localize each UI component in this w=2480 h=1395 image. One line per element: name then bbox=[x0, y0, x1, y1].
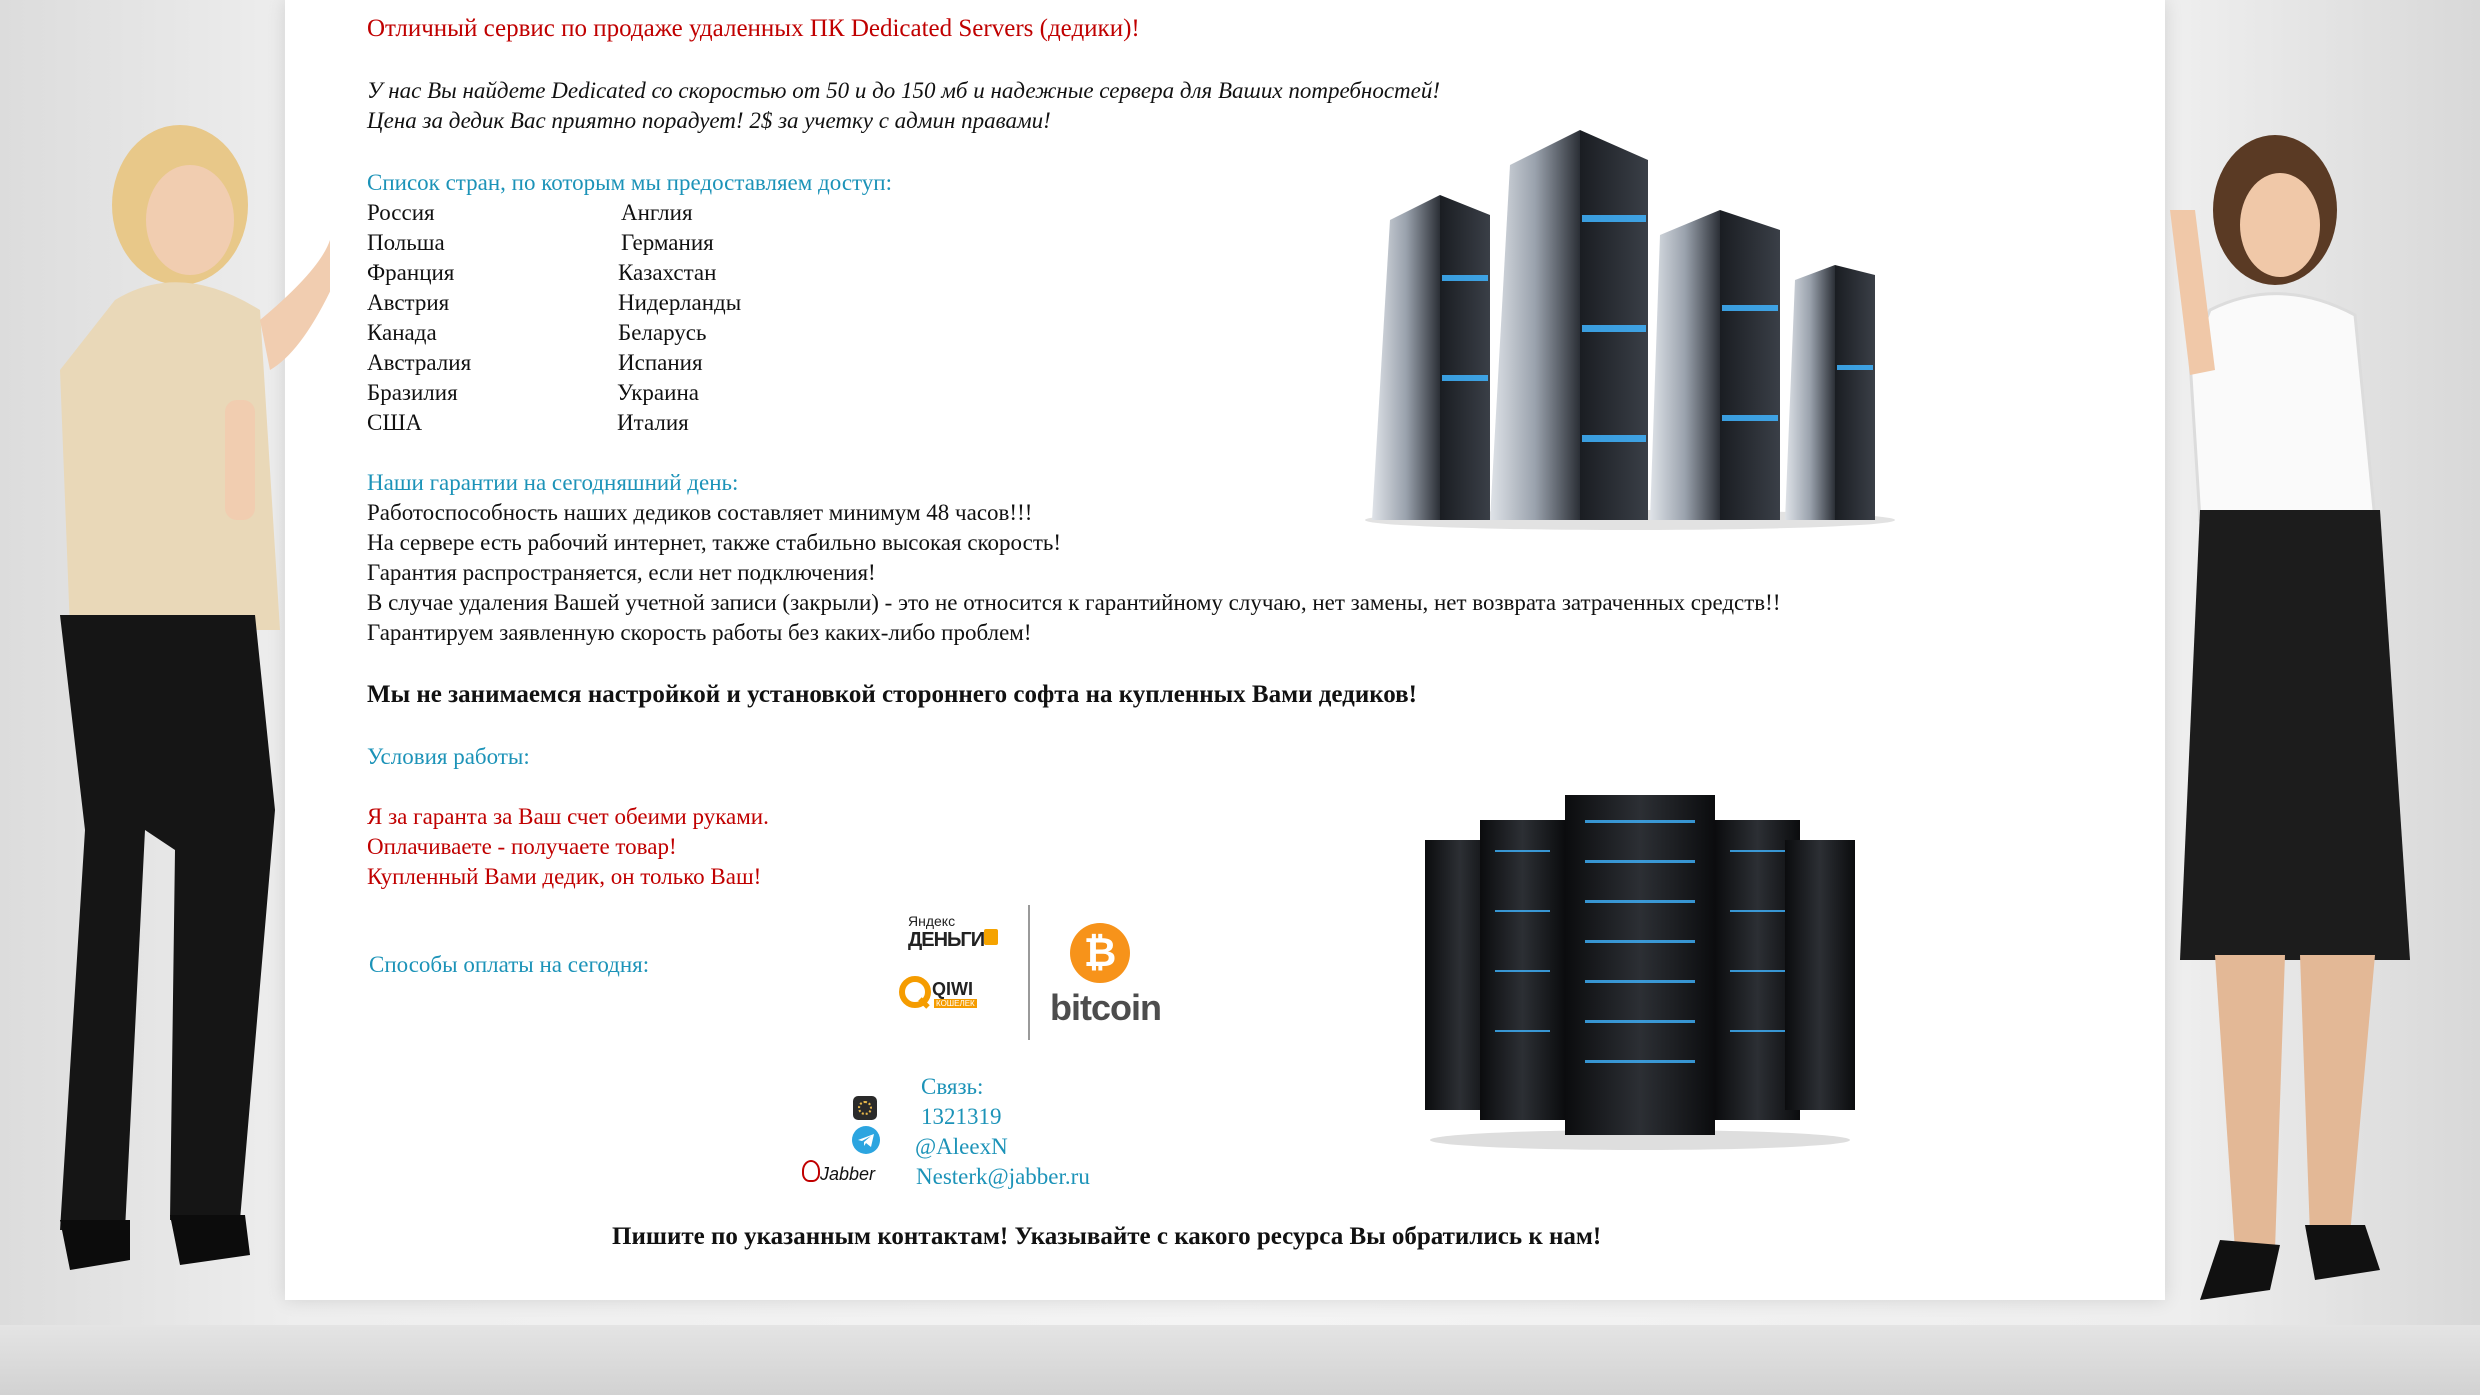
guarantees-title: Наши гарантии на сегодняшний день: bbox=[367, 470, 739, 495]
country-item: Англия bbox=[621, 200, 693, 225]
telegram-handle[interactable]: @AleexN bbox=[915, 1134, 1008, 1159]
country-item: Германия bbox=[621, 230, 714, 255]
country-item: Канада bbox=[367, 320, 437, 345]
condition-item: Я за гаранта за Ваш счет обеими руками. bbox=[367, 804, 769, 829]
yandex-money-logo bbox=[908, 913, 984, 952]
condition-item: Купленный Вами дедик, он только Ваш! bbox=[367, 864, 762, 889]
headline: Отличный сервис по продаже удаленных ПК Dedicated Servers (дедики)! bbox=[367, 15, 1140, 42]
guarantee-item: Гарантируем заявленную скорость работы без каких-либо проблем! bbox=[367, 620, 1032, 645]
woman-right-illustration bbox=[2140, 100, 2460, 1340]
guarantee-item: Работоспособность наших дедиков составляет минимум 48 часов!!! bbox=[367, 500, 1033, 525]
floor bbox=[0, 1325, 2480, 1395]
country-item: США bbox=[367, 410, 423, 435]
intro-line: Цена за дедик Вас приятно порадует! 2$ за учетку с админ правами! bbox=[367, 108, 1051, 133]
yandex-label: Яндекс bbox=[908, 913, 956, 929]
warning-text: Мы не занимаемся настройкой и установкой стороннего софта на купленных Вами дедиков! bbox=[367, 681, 1417, 708]
server-towers-illustration bbox=[1360, 125, 1900, 530]
guarantee-item: В случае удаления Вашей учетной записи (закрыли) - это не относится к гарантийному случаю, нет замены, нет возврата затраченных средств!! bbox=[367, 590, 1781, 615]
woman-left-illustration bbox=[30, 70, 330, 1320]
payment-title: Способы оплаты на сегодня: bbox=[369, 952, 650, 977]
country-item: Украина bbox=[617, 380, 699, 405]
country-item: Австралия bbox=[367, 350, 472, 375]
icq-number[interactable]: 1321319 bbox=[921, 1104, 1002, 1129]
bitcoin-label: bitcoin bbox=[1050, 987, 1161, 1028]
country-item: Россия bbox=[367, 200, 435, 225]
country-item: Бразилия bbox=[367, 380, 458, 405]
jabber-label: Jabber bbox=[820, 1164, 876, 1184]
contacts-title: Связь: bbox=[921, 1074, 984, 1099]
jabber-address[interactable]: Nesterk@jabber.ru bbox=[916, 1164, 1090, 1189]
country-item: Нидерланды bbox=[618, 290, 742, 315]
qiwi-logo bbox=[898, 975, 975, 1014]
countries-title: Список стран, по которым мы предоставляем доступ: bbox=[367, 170, 892, 195]
bitcoin-icon: ₿ bbox=[1070, 923, 1130, 983]
payment-divider bbox=[1028, 905, 1030, 1040]
guarantee-item: На сервере есть рабочий интернет, также стабильно высокая скорость! bbox=[367, 530, 1062, 555]
payment-logos bbox=[890, 905, 1180, 1045]
country-item: Франция bbox=[367, 260, 455, 285]
yandex-wallet-icon bbox=[984, 929, 998, 945]
country-item: Беларусь bbox=[618, 320, 707, 345]
telegram-icon bbox=[852, 1126, 880, 1154]
qiwi-icon bbox=[898, 975, 932, 1009]
country-item: Испания bbox=[618, 350, 703, 375]
country-item: Италия bbox=[617, 410, 689, 435]
server-racks-illustration bbox=[1420, 790, 1860, 1155]
country-item: Австрия bbox=[367, 290, 450, 315]
qiwi-sub-label: КОШЕЛЕК bbox=[936, 999, 975, 1008]
country-item: Казахстан bbox=[618, 260, 717, 285]
qiwi-label: QIWI bbox=[932, 979, 973, 999]
jabber-bulb-icon bbox=[802, 1160, 820, 1182]
yandex-money-label: ДЕНЬГИ bbox=[908, 929, 985, 951]
intro-line: У нас Вы найдете Dedicated со скоростью от 50 и до 150 мб и надежные сервера для Ваших потребностей! bbox=[367, 78, 1441, 103]
country-item: Польша bbox=[367, 230, 445, 255]
footer-text: Пишите по указанным контактам! Указывайте с какого ресурса Вы обратились к нам! bbox=[612, 1223, 1602, 1250]
condition-item: Оплачиваете - получаете товар! bbox=[367, 834, 677, 859]
conditions-title: Условия работы: bbox=[367, 744, 530, 769]
icq-icon bbox=[853, 1096, 877, 1120]
guarantee-item: Гарантия распространяется, если нет подключения! bbox=[367, 560, 876, 585]
